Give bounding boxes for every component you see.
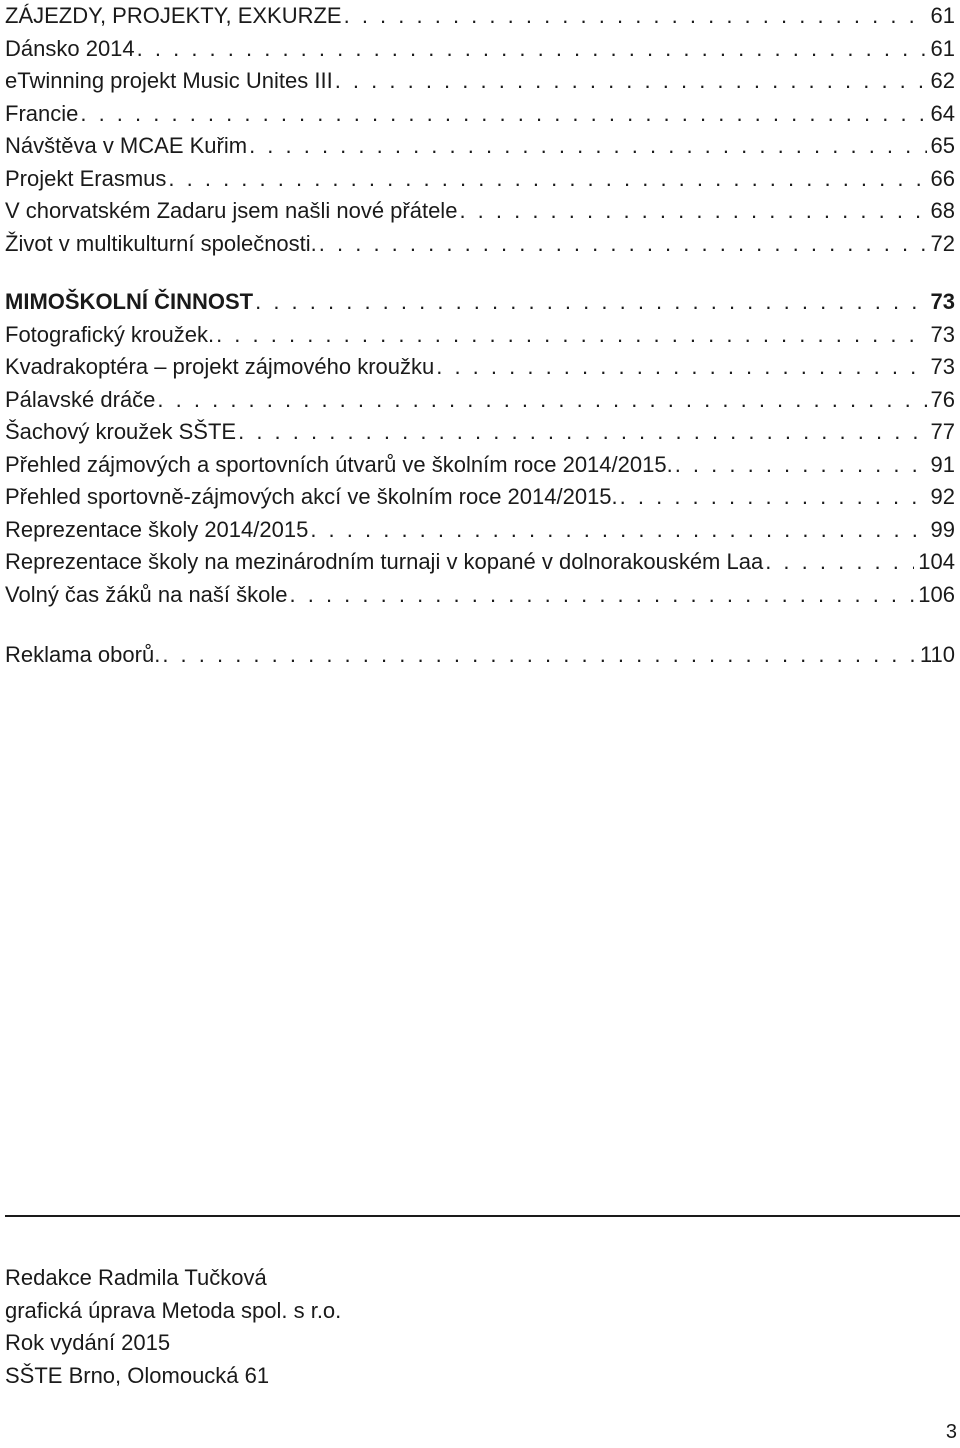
toc-entry-title: Pálavské dráče: [5, 386, 156, 412]
toc-entry[interactable]: [5, 579, 955, 612]
toc-entry[interactable]: [5, 65, 955, 98]
imprint-publisher: SŠTE Brno, Olomoucká 61: [5, 1362, 270, 1388]
imprint-editor: Redakce Radmila Tučková: [5, 1265, 267, 1290]
toc-dot-leader: [765, 546, 914, 579]
toc-entry-title: Dánsko 2014: [5, 35, 135, 61]
page-number: 3: [945, 1421, 957, 1443]
toc-dot-leader: [80, 98, 926, 131]
toc-dot-leader: [249, 130, 926, 163]
toc-dot-leader: [459, 195, 926, 228]
horizontal-divider: [5, 1215, 960, 1217]
toc-dot-leader: [675, 449, 927, 482]
toc-dot-leader: [137, 33, 927, 66]
toc-entry[interactable]: [5, 0, 955, 33]
toc-entry[interactable]: [5, 286, 955, 319]
toc-entry[interactable]: [5, 195, 955, 228]
imprint-design: grafická úprava Metoda spol. s r.o.: [5, 1297, 342, 1323]
toc-entry[interactable]: [5, 416, 955, 449]
toc-entry-title: Přehled sportovně-zájmových akcí ve školním roce 2014/2015.: [5, 484, 618, 509]
toc-section-trips: [5, 0, 955, 260]
imprint-year: Rok vydání 2015: [5, 1330, 171, 1355]
toc-entry[interactable]: [5, 228, 955, 261]
toc-entry-title: eTwinning projekt Music Unites III: [5, 68, 333, 93]
toc-entry-title: Reprezentace školy 2014/2015: [5, 516, 309, 542]
toc-section-advertising: [5, 639, 955, 672]
toc-entry[interactable]: [5, 319, 955, 352]
toc-entry[interactable]: [5, 481, 955, 514]
toc-entry-title: Reprezentace školy na mezinárodním turnaji v kopané v dolnorakouském Laa: [5, 549, 764, 574]
toc-entry[interactable]: [5, 98, 955, 131]
toc-entry-page: 68: [930, 198, 955, 223]
toc-entry[interactable]: [5, 514, 955, 547]
toc-entry-page: 73: [930, 289, 955, 314]
toc-dot-leader: [344, 0, 927, 33]
toc-entry[interactable]: [5, 33, 955, 66]
toc-entry[interactable]: [5, 384, 955, 417]
toc-entry-title: Přehled zájmových a sportovních útvarů ve školním roce 2014/2015.: [5, 451, 673, 477]
toc-entry-page: 99: [930, 516, 955, 542]
toc-entry-title: Kvadrakoptéra – projekt zájmového kroužku: [5, 354, 435, 379]
toc-entry[interactable]: [5, 546, 955, 579]
toc-entry[interactable]: [5, 351, 955, 384]
toc-entry-page: 72: [930, 230, 955, 256]
toc-entry[interactable]: [5, 130, 955, 163]
toc-entry-page: 65: [930, 133, 955, 158]
toc-entry[interactable]: [5, 449, 955, 482]
toc-entry-title: Návštěva v MCAE Kuřim: [5, 133, 248, 158]
toc-entry-title: V chorvatském Zadaru jsem našli nové přátele: [5, 198, 458, 223]
toc-entry-page: 64: [930, 100, 955, 126]
toc-dot-leader: [157, 384, 926, 417]
toc-entry-title: Volný čas žáků na naší škole: [5, 581, 288, 607]
toc-dot-leader: [255, 286, 926, 319]
toc-section-heading: MIMOŠKOLNÍ ČINNOST: [5, 289, 254, 314]
toc-entry-page: 92: [930, 484, 955, 509]
toc-entry-title: Fotografický kroužek.: [5, 321, 215, 347]
toc-entry-page: 66: [930, 165, 955, 191]
toc-entry-page: 73: [930, 354, 955, 379]
toc-entry[interactable]: [5, 639, 955, 672]
toc-entry-page: 104: [918, 549, 955, 574]
toc-dot-leader: [310, 514, 926, 547]
toc-entry-title: Reklama oborů.: [5, 642, 161, 667]
toc-dot-leader: [290, 579, 915, 612]
toc-dot-leader: [168, 163, 926, 196]
toc-dot-leader: [335, 65, 927, 98]
toc-entry-title: Život v multikulturní společnosti.: [5, 230, 317, 256]
toc-entry-page: 76: [930, 386, 955, 412]
toc-dot-leader: [216, 319, 926, 352]
toc-entry-page: 73: [930, 321, 955, 347]
toc-dot-leader: [238, 416, 926, 449]
toc-entry[interactable]: [5, 163, 955, 196]
toc-entry-page: 61: [930, 35, 955, 61]
toc-entry-page: 77: [930, 419, 955, 444]
toc-entry-page: 91: [930, 451, 955, 477]
toc-entry-page: 61: [930, 3, 955, 28]
imprint-block: [5, 1262, 341, 1392]
toc-dot-leader: [162, 639, 916, 672]
toc-entry-title: Projekt Erasmus: [5, 165, 167, 191]
toc-entry-page: 110: [919, 642, 955, 667]
toc-dot-leader: [319, 228, 927, 261]
toc-dot-leader: [620, 481, 927, 514]
toc-entry-page: 106: [918, 581, 955, 607]
toc-entry-title: Francie: [5, 100, 79, 126]
toc-entry-title: Šachový kroužek SŠTE: [5, 419, 237, 444]
toc-dot-leader: [436, 351, 926, 384]
toc-section-extracurricular: [5, 286, 955, 611]
toc-entry-page: 62: [930, 68, 955, 93]
toc-entry-title: ZÁJEZDY, PROJEKTY, EXKURZE: [5, 3, 342, 28]
